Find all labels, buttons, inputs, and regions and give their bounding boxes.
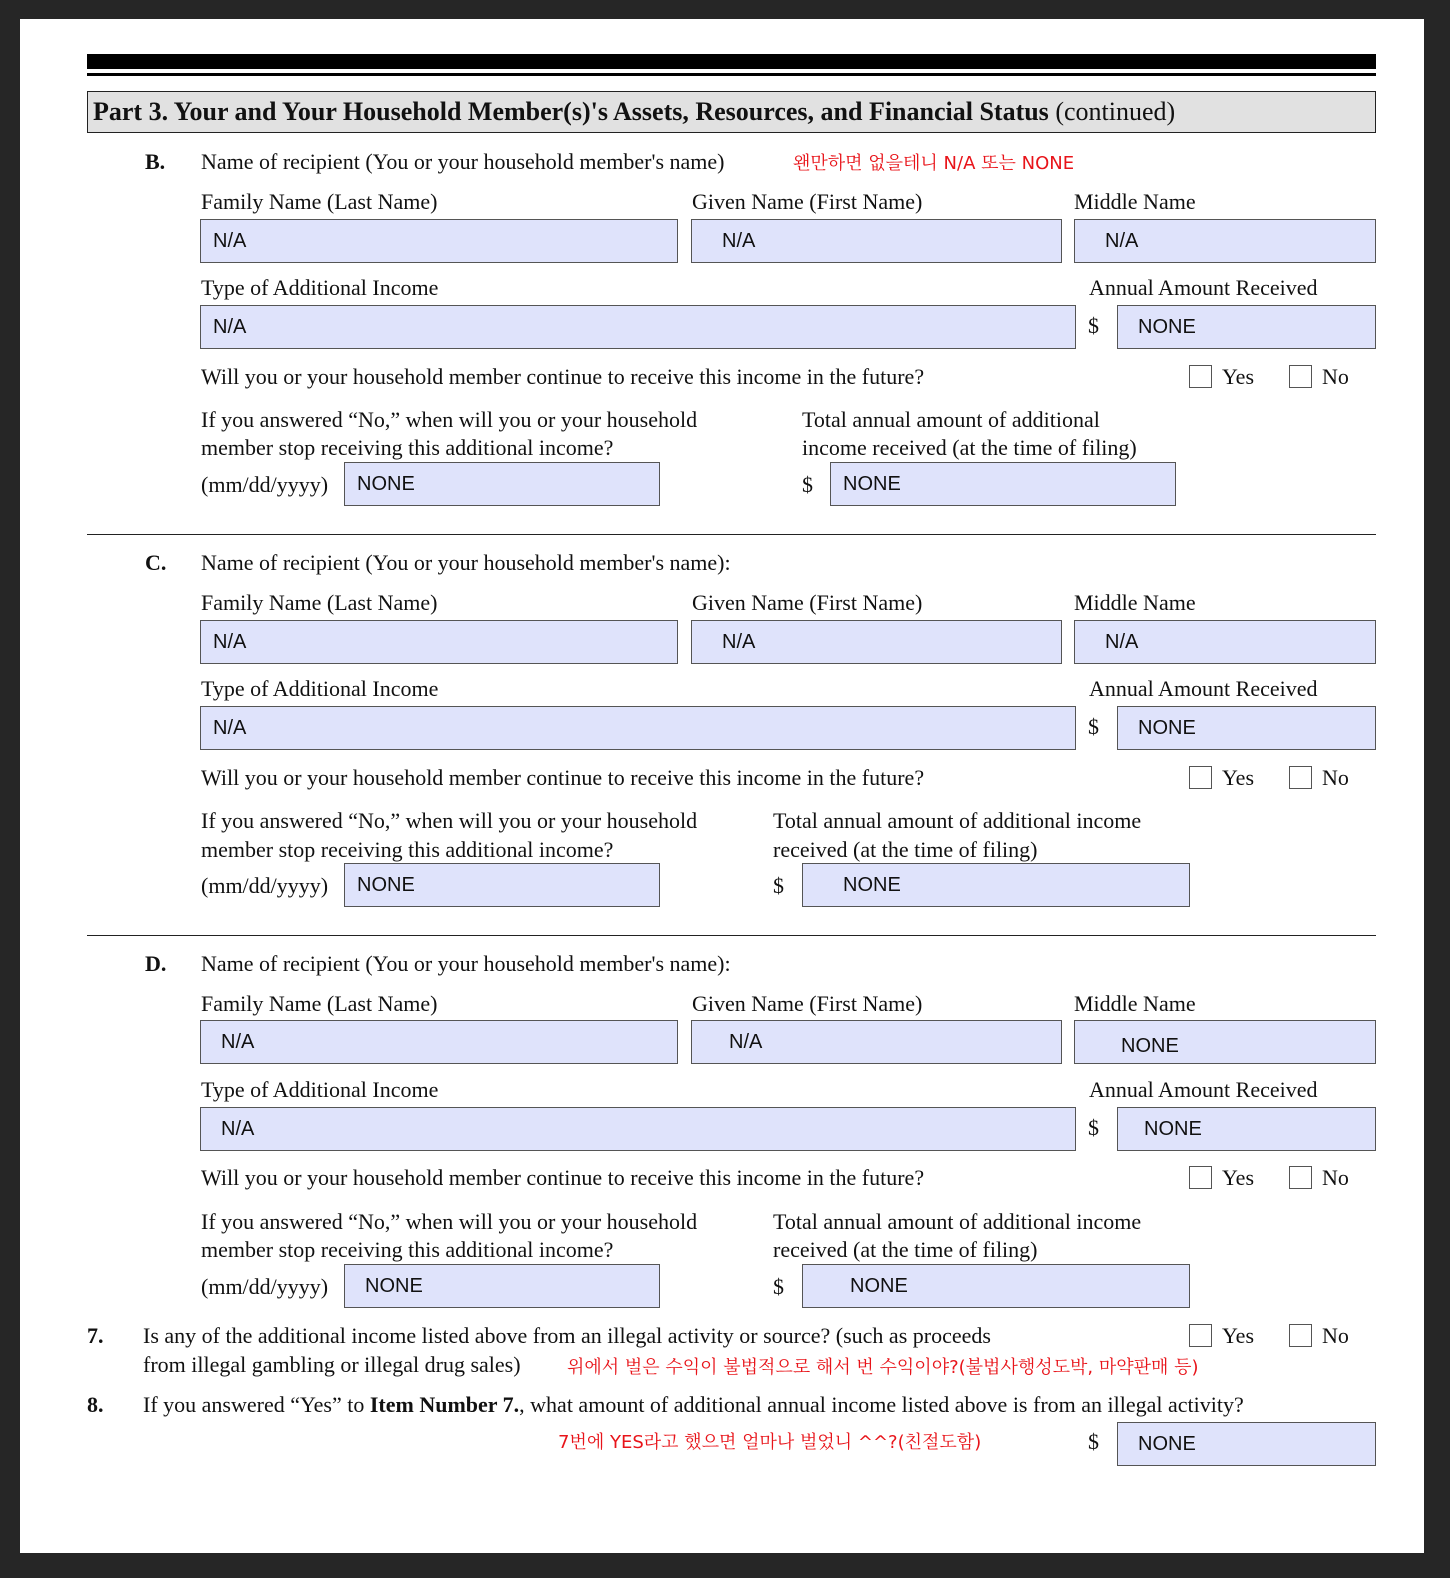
section-d-annual-dollar: $ [1088,1115,1099,1140]
section-c-date-format: (mm/dd/yyyy) [201,873,329,898]
section-b-annotation: 왠만하면 없을테니 N/A 또는 NONE [793,153,1075,174]
section-b-type-label: Type of Additional Income [201,275,439,300]
section-b-middle-label: Middle Name [1074,189,1196,214]
section-d-total-dollar: $ [773,1274,784,1299]
section-d-continue-question: Will you or your household member continue to receive this income in the future? [201,1165,925,1190]
item8-question-end: , what amount of additional annual income listed above is from an illegal activity? [519,1392,1244,1417]
item8-question [143,1392,1244,1418]
section-b-letter: B. [145,149,166,174]
section-d-no-checkbox[interactable] [1289,1166,1312,1189]
section-b-type-income-field[interactable]: N/A [200,305,1076,349]
section-b-total-label-line2: income received (at the time of filing) [802,435,1137,460]
section-c-annual-label: Annual Amount Received [1089,676,1318,701]
divider-b-c [87,534,1376,535]
section-c-stop-date-field[interactable]: NONE [344,863,660,907]
section-b-date-format: (mm/dd/yyyy) [201,472,329,497]
part-title: Part 3. Your and Your Household Member(s)'s Assets, Resources, and Financial Status [93,97,1049,126]
section-d-type-income-field[interactable]: N/A [200,1107,1076,1151]
section-c-stop-question-line1: If you answered “No,” when will you or your household [201,808,698,833]
section-c-given-name-field[interactable]: N/A [691,620,1062,664]
section-b-total-amount-field[interactable]: NONE [830,462,1176,506]
section-d-annual-amount-field[interactable]: NONE [1117,1107,1376,1151]
section-b-given-name-field[interactable]: N/A [691,219,1062,263]
section-d-stop-question-line2: member stop receiving this additional income? [201,1237,614,1262]
section-c-type-label: Type of Additional Income [201,676,439,701]
item7-no-label: No [1322,1323,1349,1348]
top-thick-bar [87,54,1376,69]
item7-yes-checkbox[interactable] [1189,1324,1212,1347]
form-page [20,19,1424,1553]
section-b-no-label: No [1322,364,1349,389]
section-d-stop-date-field[interactable]: NONE [344,1264,660,1308]
section-c-no-label: No [1322,765,1349,790]
part-header [87,91,1376,133]
section-c-type-income-field[interactable]: N/A [200,706,1076,750]
section-c-family-name-field[interactable]: N/A [200,620,678,664]
section-b-continue-question: Will you or your household member continue to receive this income in the future? [201,364,925,389]
section-c-middle-label: Middle Name [1074,590,1196,615]
section-b-stop-question-line2: member stop receiving this additional income? [201,435,614,460]
section-d-total-label-line1: Total annual amount of additional income [773,1209,1142,1234]
item7-question-line2: from illegal gambling or illegal drug sales) [143,1352,521,1377]
section-c-annual-dollar: $ [1088,714,1099,739]
item7-number: 7. [87,1323,104,1348]
section-b-family-label: Family Name (Last Name) [201,189,438,214]
section-d-yes-checkbox[interactable] [1189,1166,1212,1189]
section-d-total-label-line2: received (at the time of filing) [773,1237,1038,1262]
section-b-stop-date-field[interactable]: NONE [344,462,660,506]
section-c-total-dollar: $ [773,873,784,898]
section-c-stop-question-line2: member stop receiving this additional income? [201,837,614,862]
section-b-annual-amount-field[interactable]: NONE [1117,305,1376,349]
section-d-total-amount-field[interactable]: NONE [802,1264,1190,1308]
item8-number: 8. [87,1392,104,1417]
section-c-no-checkbox[interactable] [1289,766,1312,789]
top-thin-bar [87,73,1376,76]
section-c-recipient-label: Name of recipient (You or your household member's name): [201,550,731,575]
section-c-given-label: Given Name (First Name) [692,590,923,615]
item7-yes-label: Yes [1222,1323,1255,1348]
item8-amount-field[interactable]: NONE [1117,1422,1376,1466]
section-b-given-label: Given Name (First Name) [692,189,923,214]
section-b-annual-dollar: $ [1088,313,1099,338]
section-b-no-checkbox[interactable] [1289,365,1312,388]
section-b-stop-question-line1: If you answered “No,” when will you or your household [201,407,698,432]
section-b-middle-name-field[interactable]: N/A [1074,219,1376,263]
section-d-annual-label: Annual Amount Received [1089,1077,1318,1102]
section-c-yes-checkbox[interactable] [1189,766,1212,789]
section-b-yes-checkbox[interactable] [1189,365,1212,388]
item8-question-ref: Item Number 7. [369,1392,520,1417]
section-c-middle-name-field[interactable]: N/A [1074,620,1376,664]
section-d-family-label: Family Name (Last Name) [201,991,438,1016]
section-b-family-name-field[interactable]: N/A [200,219,678,263]
section-d-middle-name-field[interactable]: NONE [1074,1020,1376,1064]
section-d-date-format: (mm/dd/yyyy) [201,1274,329,1299]
section-c-total-label-line2: received (at the time of filing) [773,837,1038,862]
part-title-suffix: (continued) [1048,97,1176,126]
section-b-annual-label: Annual Amount Received [1089,275,1318,300]
item7-question-line1: Is any of the additional income listed above from an illegal activity or source? (such as proceeds [143,1323,991,1348]
section-b-recipient-label: Name of recipient (You or your household member's name) [201,149,725,174]
section-d-given-label: Given Name (First Name) [692,991,923,1016]
item7-annotation: 위에서 벌은 수익이 불법적으로 해서 번 수익이야?(불법사행성도박, 마약판매 등) [567,1357,1199,1378]
section-d-recipient-label: Name of recipient (You or your household member's name): [201,951,731,976]
section-d-given-name-field[interactable]: N/A [691,1020,1062,1064]
section-c-total-label-line1: Total annual amount of additional income [773,808,1142,833]
section-d-stop-question-line1: If you answered “No,” when will you or your household [201,1209,698,1234]
section-d-yes-label: Yes [1222,1165,1255,1190]
section-c-yes-label: Yes [1222,765,1255,790]
section-d-middle-label: Middle Name [1074,991,1196,1016]
section-d-family-name-field[interactable]: N/A [200,1020,678,1064]
section-c-continue-question: Will you or your household member continue to receive this income in the future? [201,765,925,790]
section-c-annual-amount-field[interactable]: NONE [1117,706,1376,750]
item8-dollar: $ [1088,1429,1099,1454]
section-d-no-label: No [1322,1165,1349,1190]
divider-c-d [87,935,1376,936]
section-d-type-label: Type of Additional Income [201,1077,439,1102]
section-b-total-label-line1: Total annual amount of additional [802,407,1100,432]
section-c-letter: C. [145,550,167,575]
item8-question-start: If you answered “Yes” to [143,1392,370,1417]
section-b-total-dollar: $ [802,472,813,497]
section-d-letter: D. [145,951,167,976]
item7-no-checkbox[interactable] [1289,1324,1312,1347]
item8-annotation: 7번에 YES라고 했으면 얼마나 벌었니 ^^?(친절도함) [558,1432,982,1453]
section-c-family-label: Family Name (Last Name) [201,590,438,615]
section-b-yes-label: Yes [1222,364,1255,389]
section-c-total-amount-field[interactable]: NONE [802,863,1190,907]
